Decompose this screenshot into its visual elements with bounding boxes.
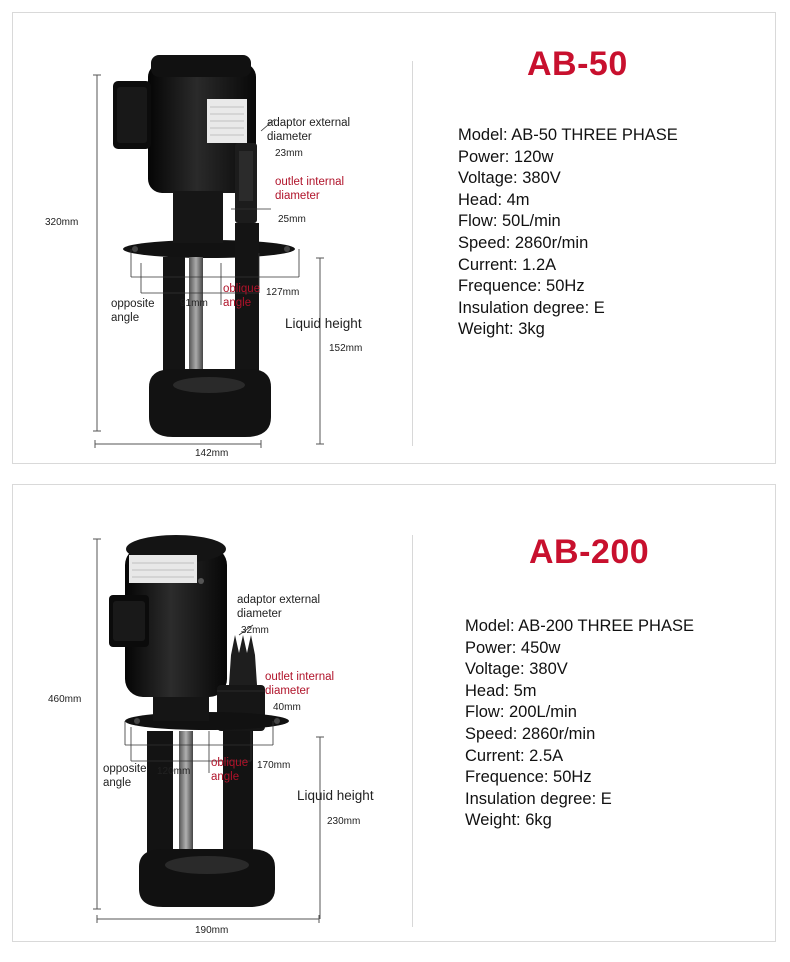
opposite-angle-value: 120mm	[157, 766, 191, 777]
outlet-label: outlet internal	[265, 671, 335, 683]
spec-power: Power: 450w	[465, 638, 561, 657]
product-card-ab50	[12, 12, 776, 464]
spec-voltage: Voltage: 380V	[465, 660, 568, 679]
column-divider	[412, 535, 413, 927]
height-dimension: 460mm	[48, 694, 82, 705]
opposite-angle-label-line2: angle	[103, 777, 132, 789]
adaptor-label: adaptor external	[267, 117, 351, 129]
oblique-angle-value: 127mm	[266, 287, 300, 298]
oblique-angle-label-line2: angle	[211, 771, 240, 783]
opposite-angle-value: 91mm	[180, 298, 208, 309]
liquid-height-value: 230mm	[327, 816, 361, 827]
adaptor-label-line2: diameter	[237, 608, 282, 620]
spec-head: Head: 5m	[465, 681, 537, 700]
oblique-angle-label: oblique	[223, 283, 261, 295]
adaptor-label: adaptor external	[237, 594, 321, 606]
opposite-angle-label: opposite	[103, 763, 147, 775]
opposite-angle-label-line2: angle	[111, 312, 140, 324]
spec-power: Power: 120w	[458, 147, 554, 166]
column-divider	[412, 61, 413, 446]
base-width-dimension: 190mm	[195, 925, 229, 936]
adaptor-value: 32mm	[241, 625, 269, 636]
spec-weight: Weight: 6kg	[465, 811, 552, 830]
adaptor-value: 23mm	[275, 148, 303, 159]
spec-speed: Speed: 2860r/min	[465, 724, 596, 743]
spec-frequence: Frequence: 50Hz	[458, 277, 585, 296]
spec-list	[458, 125, 678, 341]
liquid-height-label: Liquid height	[297, 788, 374, 803]
outlet-value: 25mm	[278, 214, 306, 225]
base-width-dimension: 142mm	[195, 448, 229, 459]
liquid-height-label: Liquid height	[285, 316, 362, 331]
pump-ab50-illustration	[13, 13, 413, 465]
spec-model: Model: AB-50 THREE PHASE	[458, 126, 678, 144]
outlet-value: 40mm	[273, 702, 301, 713]
spec-current: Current: 1.2A	[458, 255, 557, 274]
spec-list	[465, 616, 694, 832]
spec-voltage: Voltage: 380V	[458, 169, 561, 188]
model-title: AB-50	[527, 45, 628, 83]
outlet-label-line2: diameter	[265, 685, 310, 697]
spec-speed: Speed: 2860r/min	[458, 233, 589, 252]
pump-ab200-illustration	[13, 485, 413, 943]
nameplate	[129, 555, 197, 583]
spec-flow: Flow: 50L/min	[458, 212, 561, 231]
opposite-angle-label: opposite	[111, 298, 155, 310]
spec-frequence: Frequence: 50Hz	[465, 768, 592, 787]
spec-weight: Weight: 3kg	[458, 320, 545, 339]
model-title: AB-200	[529, 533, 650, 571]
spec-flow: Flow: 200L/min	[465, 703, 577, 722]
oblique-angle-label-line2: angle	[223, 297, 252, 309]
height-dimension: 320mm	[45, 217, 79, 228]
spec-current: Current: 2.5A	[465, 746, 564, 765]
spec-insulation: Insulation degree: E	[465, 789, 612, 808]
oblique-angle-label: oblique	[211, 757, 249, 769]
outlet-label-line2: diameter	[275, 190, 320, 202]
spec-insulation: Insulation degree: E	[458, 298, 605, 317]
oblique-angle-value: 170mm	[257, 760, 291, 771]
product-card-ab200	[12, 484, 776, 942]
liquid-height-value: 152mm	[329, 343, 363, 354]
spec-model: Model: AB-200 THREE PHASE	[465, 617, 694, 635]
spec-head: Head: 4m	[458, 190, 530, 209]
outlet-label: outlet internal	[275, 176, 345, 188]
adaptor-label-line2: diameter	[267, 131, 312, 143]
